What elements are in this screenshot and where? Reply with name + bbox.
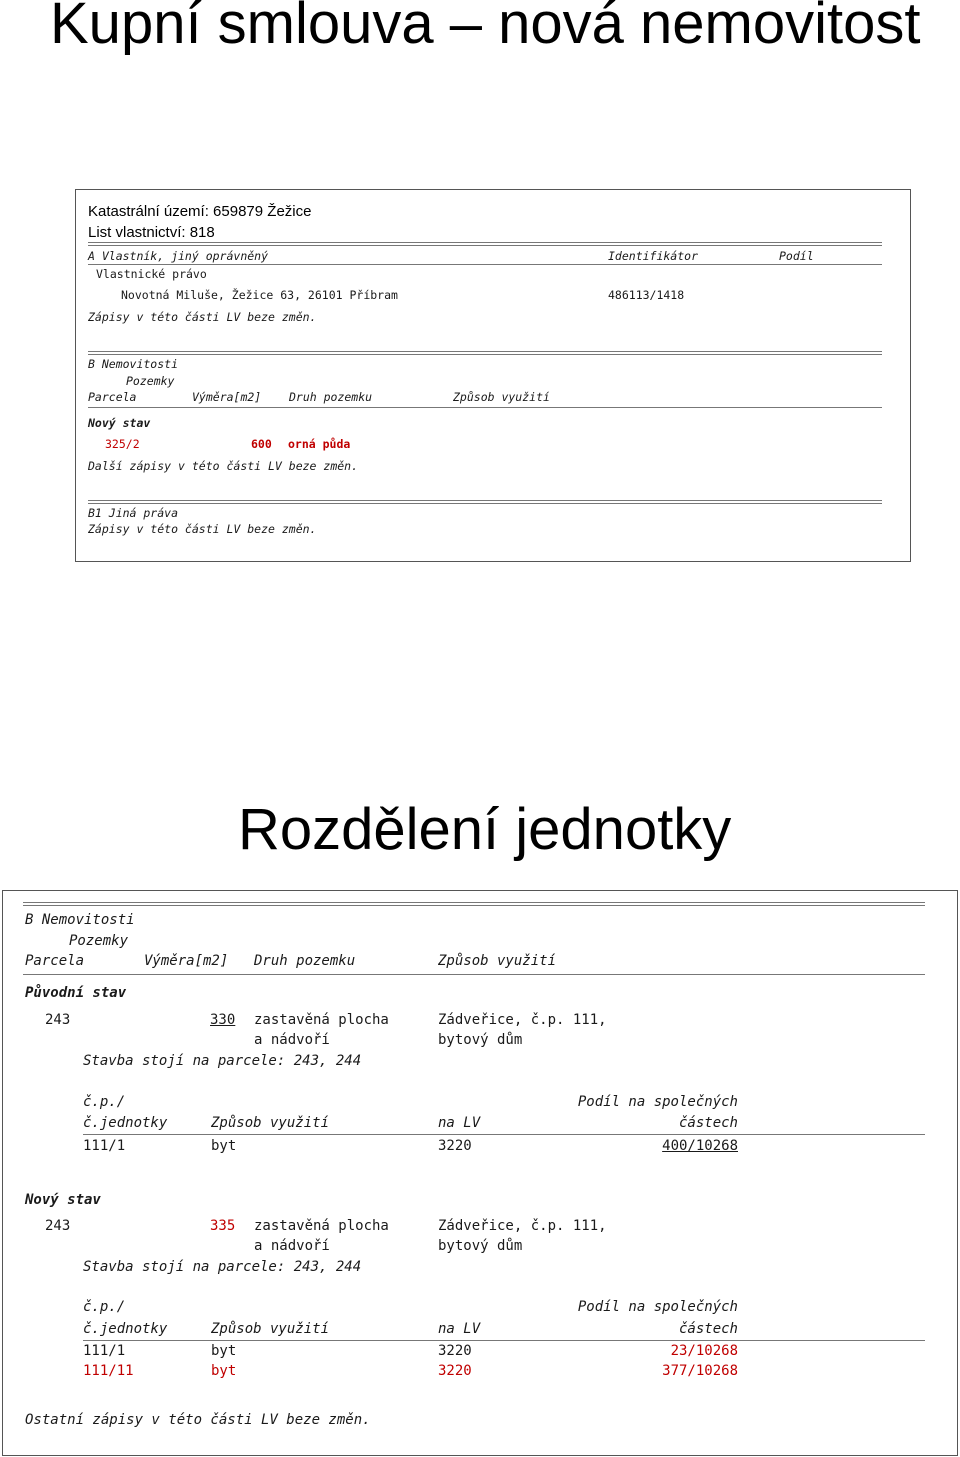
col-zpusob: Způsob využití [453, 390, 550, 404]
col-zpusob: Způsob využití [438, 953, 557, 969]
col-druh: Druh pozemku [254, 953, 356, 969]
lv-excerpt-panel-1 [75, 189, 911, 562]
slide-title-rozdeleni-jednotky: Rozdělení jednotky [238, 797, 732, 862]
table-row-lv: 3220 [438, 1343, 472, 1359]
novy-druh-2: a nádvoří [254, 1238, 330, 1254]
col-identifikator: Identifikátor [608, 249, 699, 263]
novy-stavba: Stavba stojí na parcele: 243, 244 [83, 1259, 362, 1275]
novy-zpusob-2: bytový dům [438, 1238, 523, 1254]
dalsi-zapisy: Další zápisy v této části LV beze změn. [88, 459, 359, 473]
section-a-header: A Vlastník, jiný oprávněný [88, 249, 269, 263]
puvodni-zpusob-2: bytový dům [438, 1032, 523, 1048]
col-parcela: Parcela [88, 390, 137, 404]
table-row-zpusob: byt [211, 1343, 237, 1359]
zapisy-b1: Zápisy v této části LV beze změn. [88, 522, 317, 536]
novy-h-lv: na LV [438, 1321, 481, 1337]
puvodni-stavba: Stavba stojí na parcele: 243, 244 [83, 1053, 362, 1069]
ostatni-zapisy: Ostatní zápisy v této části LV beze změn. [25, 1412, 371, 1428]
col-podil: Podíl [779, 249, 814, 263]
vlastnicke-pravo: Vlastnické právo [96, 267, 207, 281]
slide-title-kupni-smlouva: Kupní smlouva – nová nemovitost [50, 0, 921, 56]
parcela-value: 325/2 [105, 437, 140, 451]
puvodni-h-zpusob: Způsob využití [211, 1115, 330, 1131]
puvodni-h-lv: na LV [438, 1115, 481, 1131]
puvodni-druh-2: a nádvoří [254, 1032, 330, 1048]
table-row-lv: 3220 [438, 1138, 472, 1154]
table-row-podil: 377/10268 [662, 1363, 738, 1379]
puvodni-zpusob-1: Zádveřice, č.p. 111, [438, 1012, 607, 1028]
section-b-header: B Nemovitosti [25, 912, 135, 928]
puvodni-parcela: 243 [45, 1012, 71, 1028]
table-row-zpusob: byt [211, 1363, 237, 1379]
puvodni-h-jednotky: č.jednotky [83, 1115, 168, 1131]
table-row-jednotka: 111/11 [83, 1363, 134, 1379]
novy-h-cp: č.p./ [83, 1299, 126, 1315]
list-vlastnictvi: List vlastnictví: 818 [88, 224, 215, 241]
puvodni-vymera: 330 [210, 1012, 236, 1028]
novy-druh-1: zastavěná plocha [254, 1218, 389, 1234]
novy-parcela: 243 [45, 1218, 71, 1234]
novy-stav-label: Nový stav [88, 416, 151, 430]
puvodni-h-podil-2: částech [678, 1115, 738, 1131]
novy-stav-label: Nový stav [25, 1192, 101, 1208]
table-row-podil: 23/10268 [670, 1343, 738, 1359]
zapisy-a: Zápisy v této části LV beze změn. [88, 310, 317, 324]
table-row-lv: 3220 [438, 1363, 472, 1379]
table-row-zpusob: byt [211, 1138, 237, 1154]
puvodni-h-cp: č.p./ [83, 1094, 126, 1110]
col-vymera: Výměra[m2] [192, 390, 262, 404]
table-row-podil: 400/10268 [662, 1138, 738, 1154]
novy-h-podil-2: částech [678, 1321, 738, 1337]
table-row-jednotka: 111/1 [83, 1138, 126, 1154]
puvodni-h-podil-1: Podíl na společných [577, 1094, 738, 1110]
novy-h-podil-1: Podíl na společných [577, 1299, 738, 1315]
lv-excerpt-panel-2 [2, 890, 958, 1456]
owner-name: Novotná Miluše, Žežice 63, 26101 Příbram [121, 288, 398, 302]
puvodni-stav-label: Původní stav [25, 985, 127, 1001]
puvodni-druh-1: zastavěná plocha [254, 1012, 389, 1028]
novy-h-zpusob: Způsob využití [211, 1321, 330, 1337]
col-druh: Druh pozemku [289, 390, 373, 404]
table-row-jednotka: 111/1 [83, 1343, 126, 1359]
vymera-value: 600 [251, 437, 272, 451]
col-parcela: Parcela [25, 953, 85, 969]
novy-vymera: 335 [210, 1218, 236, 1234]
druh-value: orná půda [288, 437, 351, 451]
section-b-header: B Nemovitosti [88, 357, 179, 371]
pozemky-label: Pozemky [69, 933, 129, 949]
novy-zpusob-1: Zádveřice, č.p. 111, [438, 1218, 607, 1234]
section-b1-header: B1 Jiná práva [88, 506, 179, 520]
col-vymera: Výměra[m2] [144, 953, 229, 969]
novy-h-jednotky: č.jednotky [83, 1321, 168, 1337]
pozemky-label: Pozemky [126, 374, 175, 388]
katastralni-uzemi: Katastrální území: 659879 Žežice [88, 203, 312, 220]
owner-id: 486113/1418 [608, 288, 685, 302]
